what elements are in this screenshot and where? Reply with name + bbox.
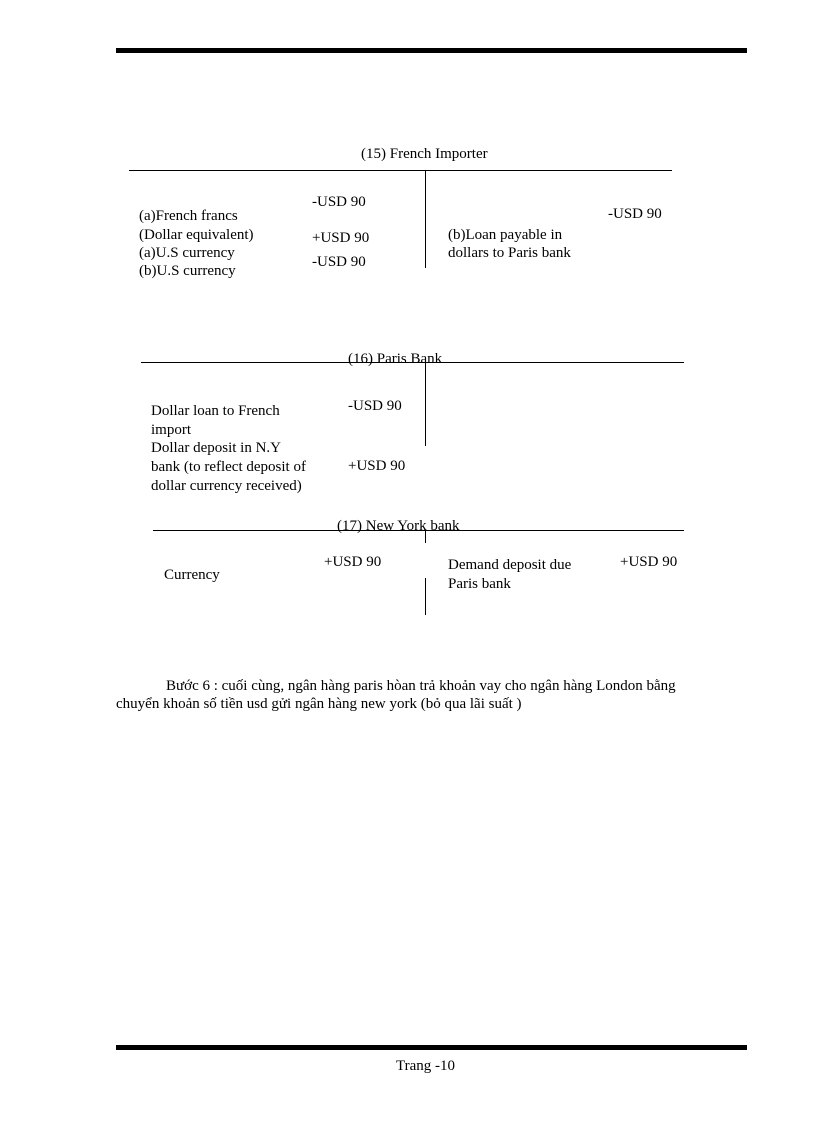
t16-title: (16) Paris Bank	[348, 351, 443, 367]
t17-right-label-1: Demand deposit due	[448, 557, 572, 573]
t17-vertical-rule-bottom	[425, 578, 426, 615]
t16-left-value-1: -USD 90	[348, 398, 402, 414]
header-rule	[116, 48, 747, 53]
t15-right-value: -USD 90	[608, 206, 662, 222]
t17-right-label-2: Paris bank	[448, 576, 511, 592]
t15-left-value-3: -USD 90	[312, 254, 366, 270]
footer-rule	[116, 1045, 747, 1050]
t16-left-label-5: dollar currency received)	[151, 478, 302, 494]
t17-right-value: +USD 90	[620, 554, 678, 570]
step-line-1: Bước 6 : cuối cùng, ngân hàng paris hòan trả khoản vay cho ngân hàng London bằng	[166, 678, 676, 694]
t15-left-label-1: (a)French francs	[139, 208, 238, 224]
t17-left-label: Currency	[164, 567, 220, 583]
t15-right-label-2: dollars to Paris bank	[448, 245, 571, 261]
t15-horizontal-rule	[129, 170, 672, 171]
step-line-2: chuyển khoản số tiền usd gửi ngân hàng new york (bỏ qua lãi suất )	[116, 696, 522, 712]
t17-title: (17) New York bank	[337, 518, 460, 534]
t16-vertical-rule	[425, 363, 426, 446]
t16-left-label-3: Dollar deposit in N.Y	[151, 440, 281, 456]
t16-left-label-1: Dollar loan to French	[151, 403, 280, 419]
t15-left-label-2: (Dollar equivalent)	[139, 227, 254, 243]
t16-left-label-4: bank (to reflect deposit of	[151, 459, 306, 475]
t15-left-label-4: (b)U.S currency	[139, 263, 236, 279]
t17-left-value: +USD 90	[324, 554, 382, 570]
t15-left-value-1: -USD 90	[312, 194, 366, 210]
t16-left-label-2: import	[151, 422, 191, 438]
t15-vertical-rule	[425, 171, 426, 268]
page-number: Trang -10	[396, 1058, 456, 1074]
t15-title: (15) French Importer	[361, 146, 488, 162]
t16-left-value-2: +USD 90	[348, 458, 406, 474]
t15-left-label-3: (a)U.S currency	[139, 245, 235, 261]
t15-right-label-1: (b)Loan payable in	[448, 227, 563, 243]
t15-left-value-2: +USD 90	[312, 230, 370, 246]
